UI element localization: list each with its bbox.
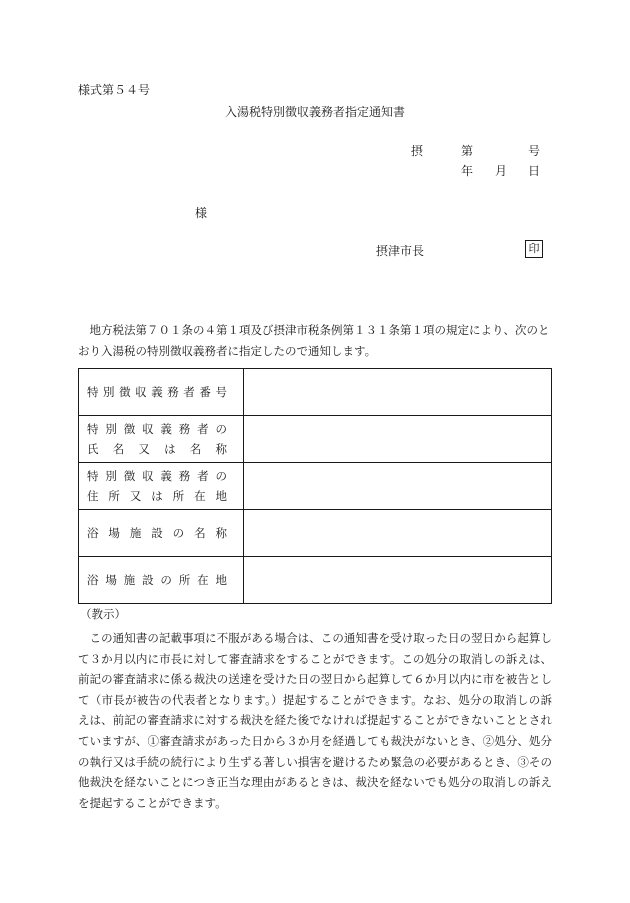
label-line: 浴場施設の所在地 <box>87 573 227 587</box>
date-month: 月 <box>495 164 508 178</box>
note-heading: （教示） <box>80 607 126 621</box>
value-cell[interactable] <box>243 416 551 463</box>
label-line: 住所又は所在地 <box>87 489 227 503</box>
label-line: 特別徴収義務者の <box>87 469 227 483</box>
table-row <box>79 510 552 557</box>
table-row <box>79 557 552 604</box>
label-line: 特別徴収義務者の <box>87 422 227 436</box>
appeal-notice: この通知書の記載事項に不服がある場合は、この通知書を受け取った日の翌日から起算して３か月以内に市長に対して審査請求をすることができます。この処分の取消しの訴えは、前記の審査請求に係る裁決の送達を受けた日の翌日から起算して６か月以内に市を被告として（市長が被告の代表者となります。）提起することができます。なお、処分の取消しの訴えは、前記の審査請求に対する裁決を経た後でなければ提起することができないこととされていますが、①審査請求があった日から３か月を経過しても裁決がないとき、②処分、処分の執行又は手続の続行により生ずる著しい損害を避けるため緊急の必要があるとき、③その他裁決を経ないことにつき正当な理由があるときは、裁決を経ないでも処分の取消しの訴えを提起することができます。 <box>78 631 552 810</box>
intro-paragraph: 地方税法第７０１条の４第１項及び摂津市税条例第１３１条第１項の規定により、次のとおり入湯税の特別徴収義務者に指定したので通知します。 <box>78 323 550 358</box>
issuer-name: 摂津市長 <box>376 244 425 258</box>
value-cell[interactable] <box>243 510 551 557</box>
info-table <box>78 368 552 604</box>
row-label <box>79 557 244 604</box>
ref-setsu: 摂 <box>411 144 424 158</box>
ref-dai: 第 <box>461 144 474 158</box>
table-row <box>79 369 552 416</box>
label-line: 特別徴収義務者番号 <box>87 385 227 399</box>
value-cell[interactable] <box>243 369 551 416</box>
seal-mark: 印 <box>525 240 543 258</box>
addressee-suffix: 様 <box>195 206 208 220</box>
row-label <box>79 510 244 557</box>
date-year: 年 <box>461 164 474 178</box>
value-cell[interactable] <box>243 463 551 510</box>
form-number: 様式第５４号 <box>78 83 151 97</box>
row-label <box>79 369 244 416</box>
label-line: 浴場施設の名称 <box>87 526 227 540</box>
date-day: 日 <box>528 164 541 178</box>
document-title: 入湯税特別徴収義務者指定通知書 <box>224 105 405 119</box>
table-row <box>79 463 552 510</box>
row-label <box>79 416 244 463</box>
table-row <box>79 416 552 463</box>
ref-gou: 号 <box>528 144 541 158</box>
value-cell[interactable] <box>243 557 551 604</box>
label-line: 氏名又は名称 <box>87 442 227 456</box>
row-label <box>79 463 244 510</box>
